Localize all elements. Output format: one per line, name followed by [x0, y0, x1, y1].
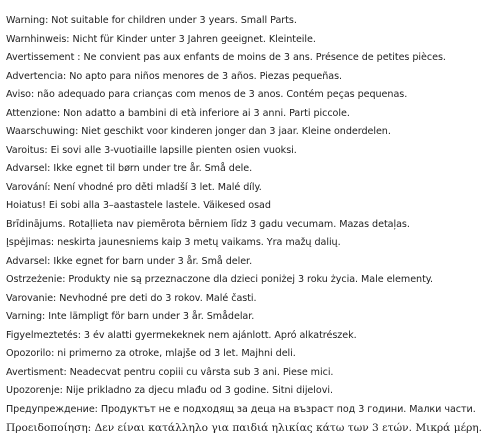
- warning-slovenian: Opozorilo: ni primerno za otroke, mlajše od 3 let. Majhni deli.: [6, 348, 296, 359]
- warning-swedish: Varning: Inte lämpligt för barn under 3 år. Smådelar.: [6, 311, 255, 322]
- warning-slovak: Varovanie: Nevhodné pre deti do 3 rokov. Malé časti.: [6, 292, 257, 304]
- warning-norwegian: Advarsel: Ikke egnet for barn under 3 år. Små deler.: [6, 255, 253, 267]
- warning-croatian: Upozorenje: Nije prikladno za djecu mlađu od 3 godine. Sitni dijelovi.: [6, 385, 333, 396]
- warning-list: [6, 12, 486, 438]
- warning-romanian: Avertisment: Neadecvat pentru copiii cu vârsta sub 3 ani. Piese mici.: [6, 366, 334, 378]
- warning-greek: Προειδοποίηση: Δεν είναι κατάλληλο για παιδιά ηλικίας κάτω των 3 ετών. Μικρά μέρη.: [6, 422, 483, 434]
- warning-lithuanian: Įspėjimas: neskirta jaunesniems kaip 3 metų vaikams. Yra mažų dalių.: [6, 237, 341, 248]
- warning-czech: Varování: Není vhodné pro děti mladší 3 let. Malé díly.: [6, 181, 262, 193]
- warning-italian: Attenzione: Non adatto a bambini di età inferiore ai 3 anni. Parti piccole.: [6, 107, 350, 119]
- warning-dutch: Waarschuwing: Niet geschikt voor kinderen jonger dan 3 jaar. Kleine onderdelen.: [6, 126, 391, 137]
- warning-finnish: Varoitus: Ei sovi alle 3-vuotiaille lapsille pienten osien vuoksi.: [6, 144, 297, 156]
- warning-french: Avertissement : Ne convient pas aux enfants de moins de 3 ans. Présence de petites pièces.: [6, 52, 446, 63]
- warning-latvian: Brīdinājums. Rotaļlieta nav piemērota bērniem līdz 3 gadu vecumam. Mazas detaļas.: [6, 218, 410, 230]
- warning-english: Warning: Not suitable for children under 3 years. Small Parts.: [6, 15, 297, 26]
- warning-bulgarian: Предупреждение: Продуктът не е подходящ за деца на възраст под 3 години. Малки части.: [6, 403, 476, 415]
- warning-estonian: Hoiatus! Ei sobi alla 3–aastastele lastele. Väikesed osad: [6, 200, 271, 211]
- warning-german: Warnhinweis: Nicht für Kinder unter 3 Jahren geeignet. Kleinteile.: [6, 33, 316, 45]
- warning-portuguese: Aviso: não adequado para crianças com menos de 3 anos. Contém peças pequenas.: [6, 89, 408, 100]
- warning-spanish: Advertencia: No apto para niños menores de 3 años. Piezas pequeñas.: [6, 70, 343, 82]
- warning-polish: Ostrzeżenie: Produkty nie są przeznaczone dla dzieci poniżej 3 roku życia. Male elementy.: [6, 274, 434, 285]
- warning-danish: Advarsel: Ikke egnet til børn under tre år. Små dele.: [6, 163, 253, 174]
- warning-hungarian: Figyelmeztetés: 3 év alatti gyermekeknek nem ajánlott. Apró alkatrészek.: [6, 329, 357, 341]
